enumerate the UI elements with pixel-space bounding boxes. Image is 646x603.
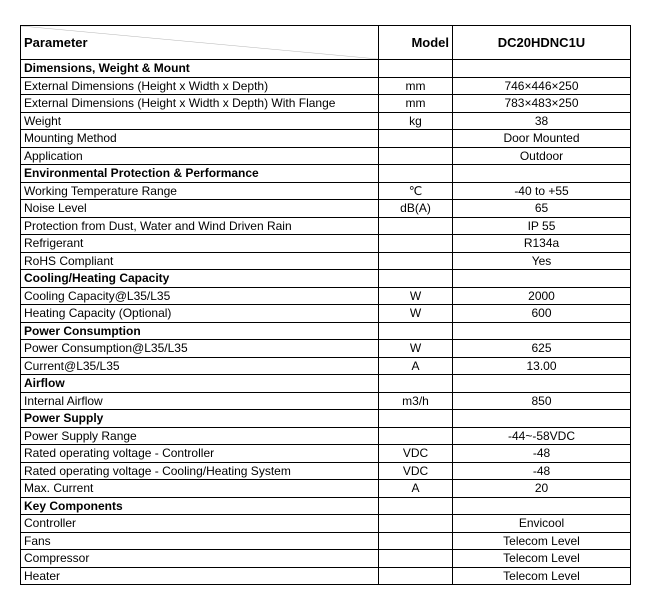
section-unit-blank: [379, 270, 453, 288]
unit-cell: kg: [379, 112, 453, 130]
table-row: [21, 550, 631, 568]
value-cell: 746×446×250: [453, 77, 631, 95]
section-header-row: [21, 375, 631, 393]
section-title: Environmental Protection & Performance: [21, 165, 379, 183]
parameter-cell: Weight: [21, 112, 379, 130]
unit-cell: W: [379, 305, 453, 323]
table-row: [21, 252, 631, 270]
parameter-cell: Heating Capacity (Optional): [21, 305, 379, 323]
unit-cell: [379, 532, 453, 550]
unit-cell: VDC: [379, 462, 453, 480]
value-cell: Telecom Level: [453, 550, 631, 568]
header-model-label: Model: [379, 26, 453, 60]
table-row: [21, 200, 631, 218]
table-row: [21, 532, 631, 550]
unit-cell: [379, 217, 453, 235]
value-cell: Telecom Level: [453, 567, 631, 585]
unit-cell: ℃: [379, 182, 453, 200]
value-cell: R134a: [453, 235, 631, 253]
parameter-cell: Current@L35/L35: [21, 357, 379, 375]
parameter-cell: Rated operating voltage - Controller: [21, 445, 379, 463]
value-cell: 20: [453, 480, 631, 498]
section-value-blank: [453, 270, 631, 288]
unit-cell: mm: [379, 95, 453, 113]
table-row: [21, 217, 631, 235]
value-cell: 625: [453, 340, 631, 358]
section-unit-blank: [379, 60, 453, 78]
section-header-row: [21, 322, 631, 340]
unit-cell: [379, 130, 453, 148]
value-cell: Door Mounted: [453, 130, 631, 148]
header-parameter-cell: [21, 26, 379, 60]
table-row: [21, 480, 631, 498]
spec-table-body: [21, 26, 631, 585]
table-row: [21, 515, 631, 533]
parameter-cell: Controller: [21, 515, 379, 533]
parameter-cell: Internal Airflow: [21, 392, 379, 410]
value-cell: 783×483×250: [453, 95, 631, 113]
section-header-row: [21, 497, 631, 515]
value-cell: 850: [453, 392, 631, 410]
parameter-cell: Max. Current: [21, 480, 379, 498]
value-cell: -44~-58VDC: [453, 427, 631, 445]
parameter-cell: Cooling Capacity@L35/L35: [21, 287, 379, 305]
table-row: [21, 305, 631, 323]
value-cell: -40 to +55: [453, 182, 631, 200]
unit-cell: [379, 235, 453, 253]
value-cell: 2000: [453, 287, 631, 305]
section-header-row: [21, 410, 631, 428]
parameter-cell: RoHS Compliant: [21, 252, 379, 270]
table-row: [21, 147, 631, 165]
table-row: [21, 357, 631, 375]
unit-cell: m3/h: [379, 392, 453, 410]
unit-cell: dB(A): [379, 200, 453, 218]
value-cell: Yes: [453, 252, 631, 270]
header-parameter-label: Parameter: [24, 34, 88, 50]
unit-cell: A: [379, 480, 453, 498]
section-unit-blank: [379, 497, 453, 515]
value-cell: -48: [453, 462, 631, 480]
parameter-cell: Rated operating voltage - Cooling/Heating System: [21, 462, 379, 480]
section-unit-blank: [379, 410, 453, 428]
parameter-cell: External Dimensions (Height x Width x Depth) With Flange: [21, 95, 379, 113]
section-value-blank: [453, 60, 631, 78]
unit-cell: [379, 550, 453, 568]
value-cell: 600: [453, 305, 631, 323]
unit-cell: VDC: [379, 445, 453, 463]
section-header-row: [21, 270, 631, 288]
section-header-row: [21, 60, 631, 78]
unit-cell: [379, 147, 453, 165]
value-cell: 13.00: [453, 357, 631, 375]
section-value-blank: [453, 322, 631, 340]
table-row: [21, 95, 631, 113]
unit-cell: W: [379, 287, 453, 305]
value-cell: Telecom Level: [453, 532, 631, 550]
section-title: Power Supply: [21, 410, 379, 428]
parameter-cell: Noise Level: [21, 200, 379, 218]
unit-cell: mm: [379, 77, 453, 95]
unit-cell: A: [379, 357, 453, 375]
parameter-cell: Mounting Method: [21, 130, 379, 148]
section-value-blank: [453, 410, 631, 428]
section-title: Key Components: [21, 497, 379, 515]
parameter-cell: External Dimensions (Height x Width x Depth): [21, 77, 379, 95]
table-row: [21, 427, 631, 445]
value-cell: -48: [453, 445, 631, 463]
section-header-row: [21, 165, 631, 183]
value-cell: IP 55: [453, 217, 631, 235]
section-unit-blank: [379, 322, 453, 340]
table-row: [21, 182, 631, 200]
section-value-blank: [453, 497, 631, 515]
unit-cell: [379, 427, 453, 445]
parameter-cell: Protection from Dust, Water and Wind Driven Rain: [21, 217, 379, 235]
parameter-cell: Fans: [21, 532, 379, 550]
table-row: [21, 392, 631, 410]
table-row: [21, 287, 631, 305]
unit-cell: [379, 252, 453, 270]
parameter-cell: Compressor: [21, 550, 379, 568]
section-title: Cooling/Heating Capacity: [21, 270, 379, 288]
table-row: [21, 235, 631, 253]
parameter-cell: Refrigerant: [21, 235, 379, 253]
value-cell: Envicool: [453, 515, 631, 533]
section-title: Dimensions, Weight & Mount: [21, 60, 379, 78]
spec-table: [20, 25, 631, 585]
section-unit-blank: [379, 375, 453, 393]
parameter-cell: Power Supply Range: [21, 427, 379, 445]
unit-cell: [379, 567, 453, 585]
parameter-cell: Application: [21, 147, 379, 165]
table-row: [21, 112, 631, 130]
section-title: Power Consumption: [21, 322, 379, 340]
table-row: [21, 445, 631, 463]
header-model-value: DC20HDNC1U: [453, 26, 631, 60]
parameter-cell: Working Temperature Range: [21, 182, 379, 200]
section-value-blank: [453, 165, 631, 183]
value-cell: 65: [453, 200, 631, 218]
parameter-cell: Heater: [21, 567, 379, 585]
header-row: [21, 26, 631, 60]
value-cell: 38: [453, 112, 631, 130]
unit-cell: [379, 515, 453, 533]
section-unit-blank: [379, 165, 453, 183]
table-row: [21, 77, 631, 95]
table-row: [21, 567, 631, 585]
parameter-cell: Power Consumption@L35/L35: [21, 340, 379, 358]
table-row: [21, 462, 631, 480]
section-value-blank: [453, 375, 631, 393]
table-row: [21, 340, 631, 358]
value-cell: Outdoor: [453, 147, 631, 165]
section-title: Airflow: [21, 375, 379, 393]
table-row: [21, 130, 631, 148]
unit-cell: W: [379, 340, 453, 358]
